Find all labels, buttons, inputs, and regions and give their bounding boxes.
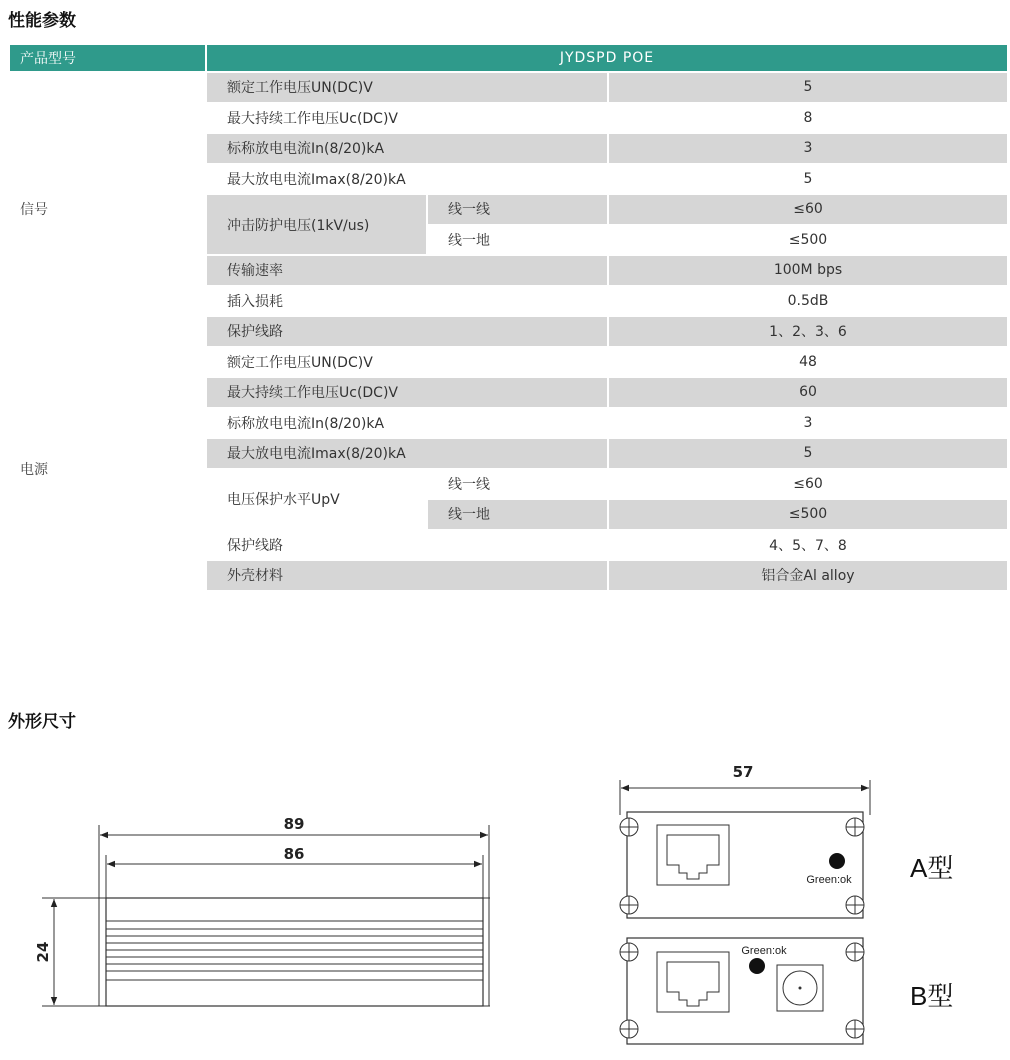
- row-label: 标称放电电流In(8/20)kA: [206, 133, 608, 164]
- row-value: 8: [608, 103, 1008, 134]
- led-b-icon: [749, 958, 765, 974]
- row-label: 电压保护水平UpV: [206, 469, 427, 530]
- type-a-label: A型: [910, 853, 954, 883]
- front-view-drawing: [605, 755, 885, 1055]
- row-value: ≤60: [608, 469, 1008, 500]
- type-b-label: B型: [910, 981, 954, 1011]
- row-value: 3: [608, 408, 1008, 439]
- row-value: 3: [608, 133, 1008, 164]
- row-value: 5: [608, 438, 1008, 469]
- row-label: 冲击防护电压(1kV/us): [206, 194, 427, 255]
- row-label: 额定工作电压UN(DC)V: [206, 72, 608, 103]
- width-label: 57: [732, 763, 754, 781]
- row-value: ≤500: [608, 499, 1008, 530]
- row-value: 60: [608, 377, 1008, 408]
- row-sub-label: 线一地: [427, 225, 608, 256]
- row-label: 最大放电电流Imax(8/20)kA: [206, 438, 608, 469]
- row-label: 最大放电电流Imax(8/20)kA: [206, 164, 608, 195]
- row-value: 48: [608, 347, 1008, 378]
- row-value: 铝合金Al alloy: [608, 560, 1008, 591]
- row-value: 4、5、7、8: [608, 530, 1008, 561]
- side-view-drawing: [20, 800, 500, 1020]
- row-value: 5: [608, 164, 1008, 195]
- row-label: 保护线路: [206, 316, 608, 347]
- led-a-label: Green:ok: [806, 874, 852, 886]
- row-label: 标称放电电流In(8/20)kA: [206, 408, 608, 439]
- table-row: [9, 347, 1008, 378]
- row-value: 0.5dB: [608, 286, 1008, 317]
- group-signal: 信号: [9, 72, 206, 347]
- row-value: 1、2、3、6: [608, 316, 1008, 347]
- row-value: ≤60: [608, 194, 1008, 225]
- spec-table: [8, 43, 1009, 592]
- group-power: 电源: [9, 347, 206, 591]
- height-label: 24: [34, 941, 52, 963]
- row-sub-label: 线一线: [427, 194, 608, 225]
- led-a-icon: [829, 853, 845, 869]
- row-sub-label: 线一地: [427, 499, 608, 530]
- row-label: 插入损耗: [206, 286, 608, 317]
- row-label: 最大持续工作电压Uc(DC)V: [206, 377, 608, 408]
- table-row: [9, 72, 1008, 103]
- led-b-label: Green:ok: [741, 945, 787, 957]
- table-header-row: [9, 44, 1008, 72]
- row-label: 传输速率: [206, 255, 608, 286]
- length-outer-label: 89: [283, 815, 305, 833]
- dimensions-title: 外形尺寸: [8, 712, 76, 732]
- length-inner-label: 86: [283, 845, 305, 863]
- header-value: JYDSPD POE: [206, 44, 1008, 72]
- row-label: 保护线路: [206, 530, 608, 561]
- header-label: 产品型号: [9, 44, 206, 72]
- performance-title: 性能参数: [8, 11, 76, 31]
- row-label: 外壳材料: [206, 560, 608, 591]
- row-value: 5: [608, 72, 1008, 103]
- row-label: 额定工作电压UN(DC)V: [206, 347, 608, 378]
- row-value: ≤500: [608, 225, 1008, 256]
- row-sub-label: 线一线: [427, 469, 608, 500]
- row-label: 最大持续工作电压Uc(DC)V: [206, 103, 608, 134]
- row-value: 100M bps: [608, 255, 1008, 286]
